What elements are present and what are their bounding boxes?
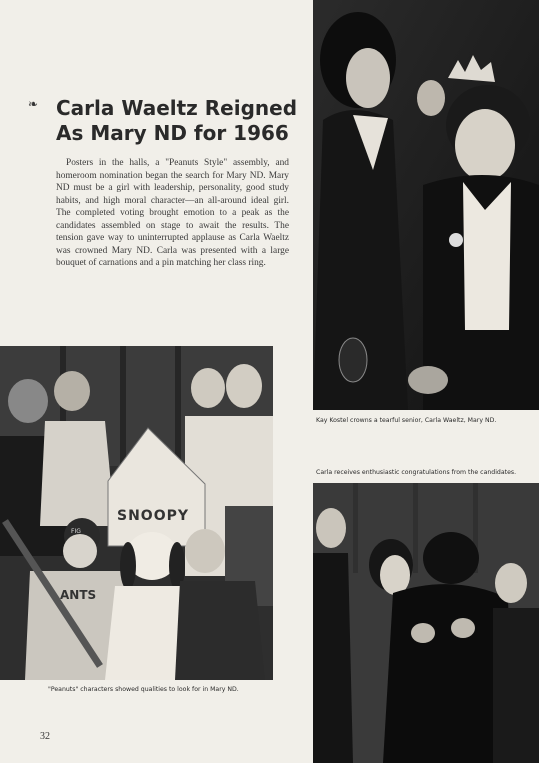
doghouse-sign: SNOOPY bbox=[117, 508, 190, 524]
peanuts-photo bbox=[0, 346, 273, 680]
title-line-1: Carla Waeltz Reigned bbox=[56, 96, 298, 120]
title-line-2: As Mary ND for 1966 bbox=[56, 121, 289, 145]
cap-text: FIG bbox=[71, 528, 81, 535]
crowning-caption: Kay Kostel crowns a tearful senior, Carla Waeltz, Mary ND. bbox=[316, 417, 497, 424]
peanuts-caption: "Peanuts" characters showed qualities to look for in Mary ND. bbox=[48, 686, 239, 693]
ornament-bullet: ❧ bbox=[28, 97, 39, 111]
article-title bbox=[56, 96, 306, 146]
congratulations-photo bbox=[313, 483, 539, 763]
page-number: 32 bbox=[40, 731, 50, 742]
crowning-photo bbox=[313, 0, 539, 410]
jersey-text: ANTS bbox=[60, 588, 97, 602]
article-body: Posters in the halls, a "Peanuts Style" assembly, and homeroom nomination began the search for Mary ND. Mary ND must be a girl with leadership, personality, good study habits, and high moral character—an all-around ideal girl. The completed voting brought emotion to a peak as the candidates assembled on stage to await the results. The tension gave way to uninterrupted applause as Carla Waeltz was crowned Mary ND. Carla was presented with a large bouquet of carnations and a pin matching her class ring. bbox=[56, 158, 289, 268]
congratulations-caption: Carla receives enthusiastic congratulations from the candidates. bbox=[316, 469, 517, 476]
